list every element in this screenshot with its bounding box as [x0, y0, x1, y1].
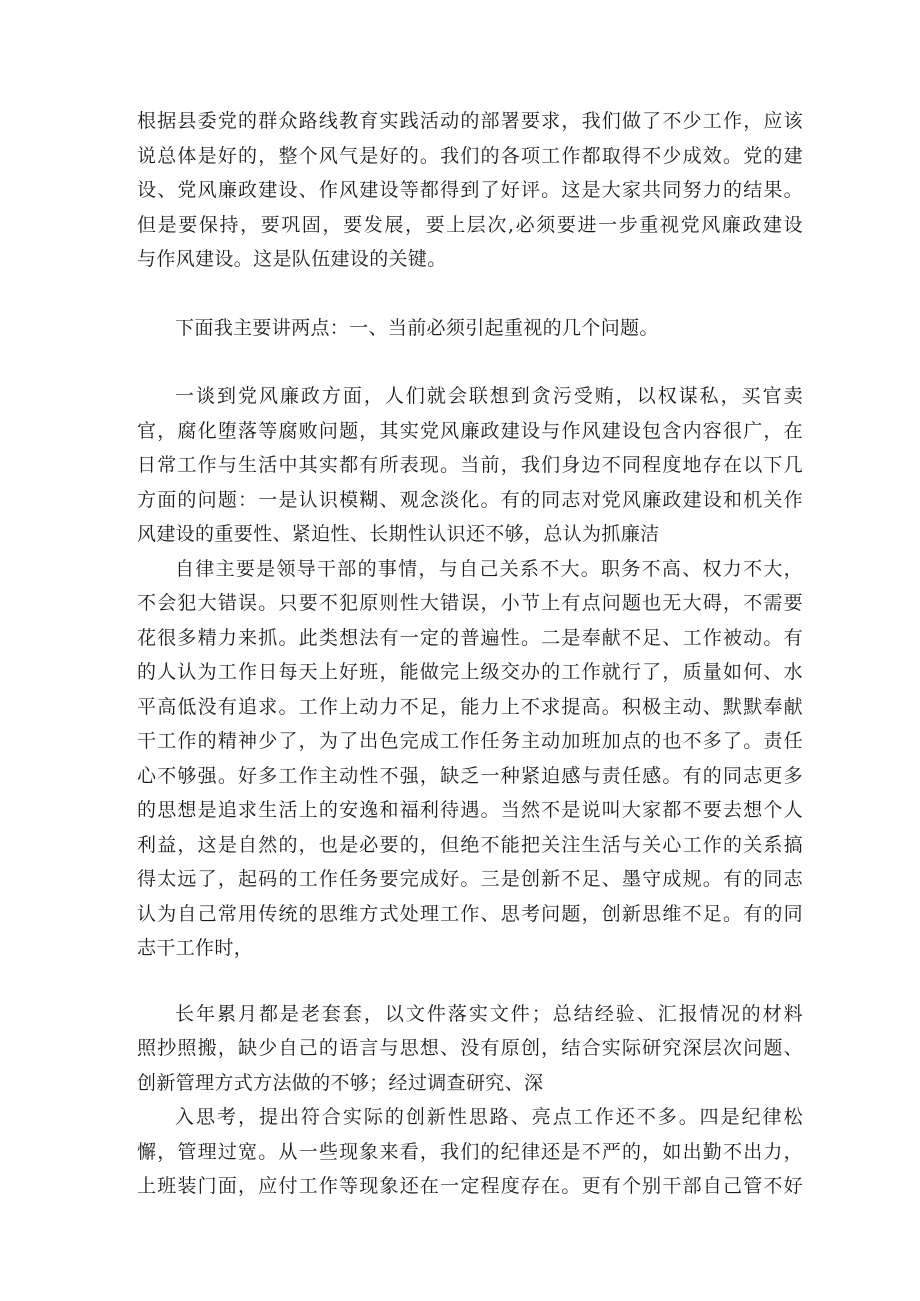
text-line: 但是要保持，要巩固，要发展，要上层次,必须要进一步重视党风廉政建设 — [137, 213, 803, 236]
text-line: 说总体是好的，整个风气是好的。我们的各项工作都取得不少成效。党的建 — [137, 144, 803, 167]
text-line: 下面我主要讲两点：一、当前必须引起重视的几个问题。 — [175, 316, 659, 339]
paragraph-4 — [137, 552, 803, 966]
paragraph-3 — [137, 379, 803, 552]
text-line: 方面的问题：一是认识模糊、观念淡化。有的同志对党风廉政建设和机关作 — [137, 488, 803, 511]
text-line: 照抄照搬，缺少自己的语言与思想、没有原创，结合实际研究深层次问题、 — [137, 1037, 803, 1059]
text-line: 日常工作与生活中其实都有所表现。当前，我们身边不同程度地存在以下几 — [137, 454, 803, 476]
document-body — [137, 104, 803, 1204]
text-line: 认为自己常用传统的思维方式处理工作、思考问题，创新思维不足。有的同 — [137, 902, 803, 925]
text-line: 官，腐化堕落等腐败问题，其实党风廉政建设与作风建设包含内容很广，在 — [137, 419, 803, 442]
text-line: 的人认为工作日每天上好班，能做完上级交办的工作就行了，质量如何、水 — [137, 661, 803, 683]
text-line: 自律主要是领导干部的事情，与自己关系不大。职务不高、权力不大， — [175, 557, 803, 580]
text-line: 的思想是追求生活上的安逸和福利待遇。当然不是说叫大家都不要去想个人 — [137, 799, 803, 821]
text-line: 上班装门面，应付工作等现象还在一定程度存在。更有个别干部自己管不好 — [137, 1175, 803, 1197]
text-line: 一谈到党风廉政方面，人们就会联想到贪污受贿，以权谋私，买官卖 — [175, 385, 803, 407]
text-line: 与作风建设。这是队伍建设的关键。 — [137, 248, 447, 270]
paragraph-2 — [137, 311, 803, 346]
text-line: 创新管理方式方法做的不够；经过调查研究、深 — [137, 1071, 544, 1094]
text-line: 干工作的精神少了，为了出色完成工作任务主动加班加点的也不多了。责任 — [137, 730, 803, 752]
text-line: 风建设的重要性、紧迫性、长期性认识还不够，总认为抓廉洁 — [137, 523, 660, 545]
text-line: 长年累月都是老套套，以文件落实文件；总结经验、汇报情况的材料 — [175, 1002, 803, 1025]
text-line: 平高低没有追求。工作上动力不足，能力上不求提高。积极主动、默默奉献 — [137, 695, 803, 718]
paragraph-1 — [137, 104, 803, 277]
text-line: 得太远了，起码的工作任务要完成好。三是创新不足、墨守成规。有的同志 — [137, 868, 803, 890]
text-line: 不会犯大错误。只要不犯原则性大错误，小节上有点问题也无大碍，不需要 — [137, 592, 803, 614]
paragraph-5 — [137, 997, 803, 1101]
text-line: 利益，这是自然的，也是必要的，但绝不能把关注生活与关心工作的关系搞 — [137, 833, 803, 856]
paragraph-6 — [137, 1100, 803, 1204]
text-line: 心不够强。好多工作主动性不强，缺乏一种紧迫感与责任感。有的同志更多 — [137, 764, 803, 787]
text-line: 入思考，提出符合实际的创新性思路、亮点工作还不多。四是纪律松 — [175, 1106, 803, 1128]
text-line: 懈，管理过宽。从一些现象来看，我们的纪律还是不严的，如出勤不出力， — [137, 1140, 803, 1163]
text-line: 花很多精力来抓。此类想法有一定的普遍性。二是奉献不足、工作被动。有 — [137, 626, 803, 649]
text-line: 志干工作时， — [137, 937, 254, 959]
text-line: 根据县委党的群众路线教育实践活动的部署要求，我们做了不少工作，应该 — [137, 110, 803, 132]
text-line: 设、党风廉政建设、作风建设等都得到了好评。这是大家共同努力的结果。 — [137, 179, 803, 201]
